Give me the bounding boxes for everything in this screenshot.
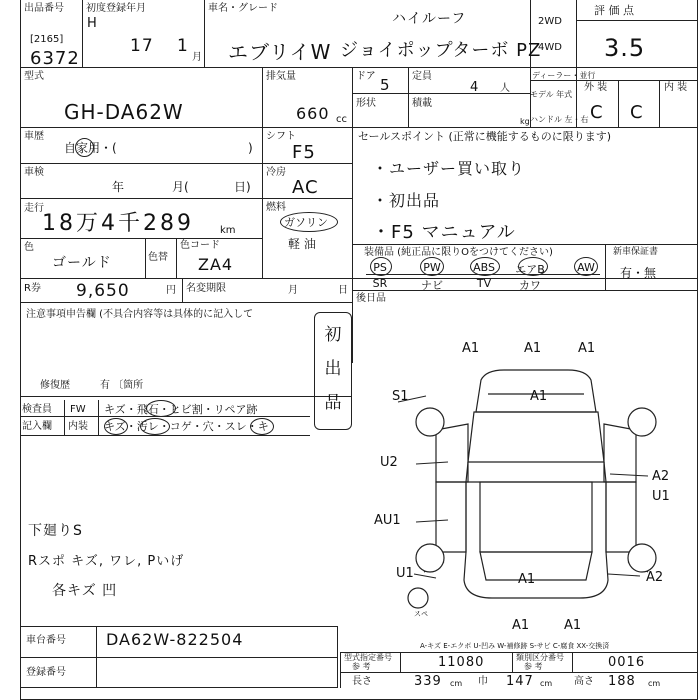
length-unit: cm: [450, 679, 463, 688]
equip-tv: TV: [476, 277, 492, 290]
score-label: 評 価 点: [594, 4, 634, 17]
color-code-value: ZA4: [198, 255, 234, 274]
inspector-label-1: 検査員: [22, 404, 52, 415]
warranty-value: 有・無: [620, 266, 657, 280]
interior-grade: C: [630, 102, 644, 123]
lot-label: 出品番号: [24, 3, 64, 14]
fw-label: FW: [70, 404, 86, 415]
interior-row-label: 内装: [68, 421, 88, 432]
history-close: ): [248, 141, 253, 155]
recycle-label: R券: [24, 283, 41, 294]
equip-aw-circle: [574, 257, 598, 276]
deadline-day-unit: 日: [338, 285, 348, 296]
fuel-diesel: 軽 油: [288, 237, 316, 251]
fuel-gas: ガソリン: [284, 216, 328, 229]
equip-navi: ナビ: [421, 279, 443, 292]
equip-pw: PW: [423, 261, 441, 274]
equip-airbag-circle: [518, 257, 548, 276]
door-value: 5: [380, 76, 391, 94]
equip-abs-circle: [470, 257, 500, 276]
repair-history-value: 有 〔箇所: [100, 380, 144, 391]
handwritten-note-1: 下廻りS: [28, 523, 83, 539]
name-change-deadline-label: 名変期限: [186, 283, 226, 294]
damage-mark-left-rear: U1: [396, 566, 414, 581]
sales-point-1: ・ユーザー買い取り: [372, 159, 526, 178]
shape-label: 形状: [356, 98, 376, 109]
exterior-grade: C: [590, 102, 604, 123]
reg-era: H: [87, 16, 98, 31]
height-label: 高さ: [574, 676, 594, 687]
type-designation-sub: 参 考: [352, 662, 371, 671]
history-circle-mark: [75, 138, 94, 157]
recycle-value: 9,650: [76, 281, 130, 301]
name-grade-label: 車名・グレード: [208, 3, 278, 14]
equipment-label: 装備品 (純正品に限りOをつけてください): [364, 247, 553, 258]
car-name: エブリイW: [228, 40, 332, 64]
height-unit: cm: [648, 679, 661, 688]
color-label: 色: [24, 242, 34, 253]
int-wear-circle: [250, 418, 274, 435]
equip-ps-circle: [370, 257, 392, 276]
width-unit: cm: [540, 679, 553, 688]
inspection-year-unit: 年: [112, 180, 125, 194]
sales-point-2: ・初出品: [372, 191, 441, 210]
damage-mark-bottom-2: A1: [564, 618, 582, 633]
damage-mark-left-front-door: U2: [380, 455, 398, 470]
first-registration-label: 初度登録年月: [86, 3, 146, 14]
inspector-label-2: 記入欄: [22, 421, 52, 432]
reg-month: 1: [177, 36, 189, 56]
shift-label: シフト: [266, 131, 296, 142]
damage-mark-top-1: A1: [462, 341, 480, 356]
later-date-label: 後日品: [356, 293, 386, 304]
ac-value: AC: [292, 177, 319, 198]
damage-mark-right-side-2: U1: [652, 489, 670, 504]
ac-label: 冷房: [266, 167, 286, 178]
load-label: 積載: [412, 98, 432, 109]
load-unit: kg: [520, 117, 530, 126]
sales-points-label: セールスポイント (正常に機能するものに限ります): [358, 130, 612, 143]
type-designation-value: 11080: [438, 655, 485, 670]
mileage-value: 18万4千289: [42, 211, 194, 236]
height-value: 188: [608, 674, 636, 689]
displacement-unit: cc: [336, 114, 347, 125]
stamp-char-1: 初: [324, 325, 342, 345]
int-dirt-circle: [140, 418, 170, 435]
shift-value: F5: [292, 142, 316, 163]
stamp-char-3: 品: [324, 393, 342, 413]
chassis-label: 車台番号: [26, 635, 66, 646]
type-designation-label: 型式指定番号: [344, 653, 392, 662]
handwritten-note-2: Rスポ キズ, ワレ, Pいげ: [28, 554, 185, 569]
handwritten-note-3: 各キズ 凹: [52, 583, 118, 599]
model-label: 型式: [24, 71, 44, 82]
inspection-month-unit: 月(: [172, 180, 189, 194]
length-value: 339: [414, 674, 442, 689]
fw-mark-circle: [146, 400, 176, 417]
lot-number: 6372: [30, 48, 80, 69]
spare-label: スペ: [414, 610, 428, 618]
drive-2wd: 2WD: [538, 16, 562, 27]
class-number-sub: 参 考: [524, 662, 543, 671]
capacity-unit: 人: [500, 83, 510, 94]
damage-legend: A-キズ E-エクボ U-凹み W-補修跡 S-サビ C-腐食 XX-交換済: [420, 642, 610, 650]
color-change-label: 色替: [148, 252, 168, 263]
equip-ps: PS: [373, 261, 387, 274]
reg-year: 17: [130, 36, 154, 56]
warranty-label: 新車保証書: [613, 247, 659, 257]
interior-label: 内 装: [664, 82, 688, 93]
mileage-label: 走行: [24, 203, 44, 214]
equip-pw-circle: [420, 257, 444, 276]
width-value: 147: [506, 674, 534, 689]
mileage-unit: km: [220, 225, 236, 236]
width-label: 巾: [478, 676, 488, 687]
damage-mark-hood: A1: [530, 389, 548, 404]
damage-mark-front-left: S1: [392, 389, 409, 404]
displacement-value: 660: [296, 104, 330, 123]
inspection-label: 車検: [24, 167, 44, 178]
interior-items: キズ・汚レ・コゲ・穴・スレ・キ: [104, 420, 269, 433]
damage-mark-top-3: A1: [578, 341, 596, 356]
equip-airbag: エアB: [515, 263, 545, 276]
recycle-unit: 円: [166, 285, 176, 296]
fuel-label: 燃料: [266, 202, 286, 213]
stamp-char-2: 出: [324, 359, 342, 379]
displacement-label: 排気量: [266, 71, 296, 82]
history-value: 自家用・(: [64, 141, 117, 155]
damage-mark-right-side-1: A2: [652, 469, 670, 484]
inspection-day-unit: 日): [234, 180, 251, 194]
notes-label: 注意事項申告欄 (不具合内容等は具体的に記入して: [26, 309, 254, 320]
grade-value: ジョイポップターボ PZ: [340, 40, 542, 61]
dealer-label: ディーラー・並行: [532, 71, 596, 80]
equip-leather: カワ: [519, 279, 541, 292]
equip-aw: AW: [577, 261, 595, 274]
equip-sr: SR: [372, 277, 388, 290]
color-value: ゴールド: [52, 255, 112, 271]
int-scratch-circle: [104, 418, 128, 435]
fuel-circle-mark: [280, 212, 338, 232]
reg-month-unit: 月: [192, 52, 202, 63]
roof-value: ハイルーフ: [392, 11, 467, 27]
damage-mark-right-rear: A2: [646, 570, 664, 585]
handle-label: ハンドル 左・右: [530, 115, 589, 124]
exterior-label: 外 装: [584, 82, 608, 93]
model-value: GH-DA62W: [64, 100, 184, 124]
length-label: 長さ: [352, 676, 372, 687]
score-value: 3.5: [604, 34, 646, 62]
deadline-month-unit: 月: [288, 285, 298, 296]
capacity-label: 定員: [412, 71, 432, 82]
class-number-value: 0016: [608, 655, 646, 670]
fw-items: キズ・飛石・ヒビ割・リペア跡: [104, 403, 258, 416]
lot-sub-number: [2165]: [30, 34, 64, 45]
model-year-label: モデル 年式: [530, 90, 573, 99]
history-label: 車歴: [24, 131, 44, 142]
chassis-value: DA62W-822504: [106, 630, 244, 649]
capacity-value: 4: [470, 80, 480, 95]
damage-mark-top-2: A1: [524, 341, 542, 356]
registration-number-label: 登録番号: [26, 667, 66, 678]
class-number-label: 類別区分番号: [516, 653, 564, 662]
equip-abs: ABS: [473, 261, 495, 274]
damage-mark-bottom-1: A1: [512, 618, 530, 633]
color-code-label: 色コード: [180, 240, 220, 251]
drive-4wd: 4WD: [538, 42, 562, 53]
damage-mark-rear-center: A1: [518, 572, 536, 587]
damage-mark-left-rear-door: AU1: [374, 513, 401, 528]
door-label: ドア: [356, 71, 376, 82]
repair-history-label: 修復歴: [40, 380, 70, 391]
sales-point-3: ・F5 マニュアル: [372, 222, 516, 243]
